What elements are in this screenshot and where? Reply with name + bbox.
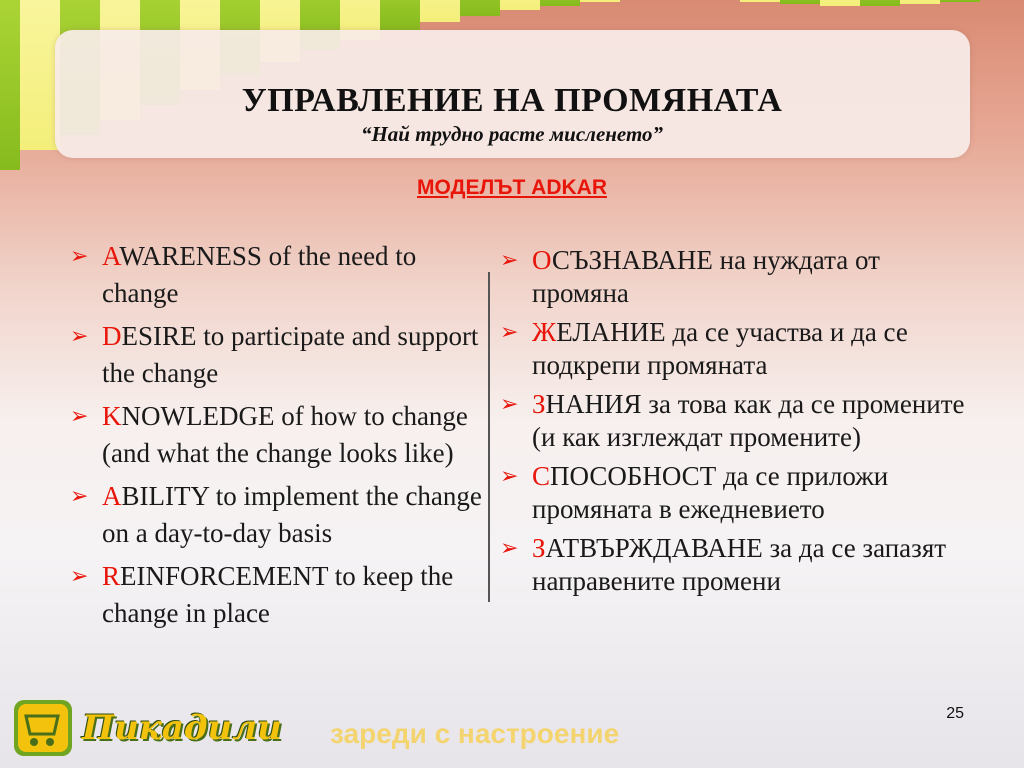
item-text: of the need to change: [102, 241, 417, 308]
item-initial: A: [102, 481, 122, 511]
list-item: [500, 244, 970, 310]
arrow-bullet-icon: ➢: [500, 464, 519, 489]
item-initial: О: [532, 245, 552, 275]
brand-tagline: зареди с настроение: [330, 718, 620, 749]
arrow-bullet-icon: ➢: [500, 536, 519, 561]
item-term: WARENESS: [119, 241, 262, 271]
item-text: to keep the change in place: [102, 561, 454, 628]
arrow-bullet-icon: ➢: [70, 484, 89, 509]
item-text: to implement the change on a day-to-day basis: [102, 481, 482, 548]
item-term: НАНИЯ: [545, 389, 642, 419]
model-heading: МОДЕЛЪТ ADKAR: [416, 176, 607, 199]
item-term: ПОСОБНОСТ: [550, 461, 717, 491]
item-text: of how to change (and what the change looks like): [102, 401, 468, 468]
item-text: да се участва и да се подкрепи промяната: [532, 317, 908, 380]
column-divider: [488, 272, 490, 602]
english-list: [70, 238, 490, 638]
page-title: УПРАВЛЕНИЕ НА ПРОМЯНАТА: [241, 82, 783, 119]
list-item: [500, 388, 970, 454]
item-term: EINFORCEMENT: [120, 561, 329, 591]
item-initial: З: [532, 533, 546, 563]
list-item: [70, 318, 490, 392]
page-subtitle: “Най трудно расте мисленето”: [360, 122, 664, 146]
arrow-bullet-icon: ➢: [70, 324, 89, 349]
list-item: [70, 478, 490, 552]
item-text: на нуждата от промяна: [532, 245, 880, 308]
list-item: [70, 238, 490, 312]
arrow-bullet-icon: ➢: [70, 244, 89, 269]
cart-logo-icon: [12, 698, 74, 758]
item-term: СЪЗНАВАНЕ: [551, 245, 713, 275]
list-item: [70, 558, 490, 632]
item-text: to participate and support the change: [102, 321, 479, 388]
item-initial: A: [102, 241, 120, 271]
arrow-bullet-icon: ➢: [70, 564, 89, 589]
item-term: ЕЛАНИЕ: [556, 317, 666, 347]
arrow-bullet-icon: ➢: [500, 392, 519, 417]
item-text: да се приложи промяната в ежедневието: [532, 461, 889, 524]
brand-logo-text: Пикадили: [82, 708, 282, 748]
item-term: NOWLEDGE: [121, 401, 275, 431]
item-initial: R: [102, 561, 121, 591]
list-item: [500, 316, 970, 382]
item-initial: Ж: [532, 317, 557, 347]
list-item: [500, 460, 970, 526]
item-initial: З: [532, 389, 546, 419]
item-initial: K: [102, 401, 122, 431]
item-term: ESIRE: [121, 321, 197, 351]
item-initial: D: [102, 321, 122, 351]
item-initial: С: [532, 461, 551, 491]
item-term: BILITY: [121, 481, 209, 511]
list-item: [70, 398, 490, 472]
bulgarian-list: [500, 244, 970, 604]
item-text: за да се запазят направените промени: [532, 533, 947, 596]
page-number: 25: [946, 705, 964, 722]
item-term: АТВЪРЖДАВАНЕ: [545, 533, 763, 563]
arrow-bullet-icon: ➢: [500, 248, 519, 273]
arrow-bullet-icon: ➢: [500, 320, 519, 345]
list-item: [500, 532, 970, 598]
arrow-bullet-icon: ➢: [70, 404, 89, 429]
item-text: за това как да се промените (и как изглеждат промените): [532, 389, 965, 452]
